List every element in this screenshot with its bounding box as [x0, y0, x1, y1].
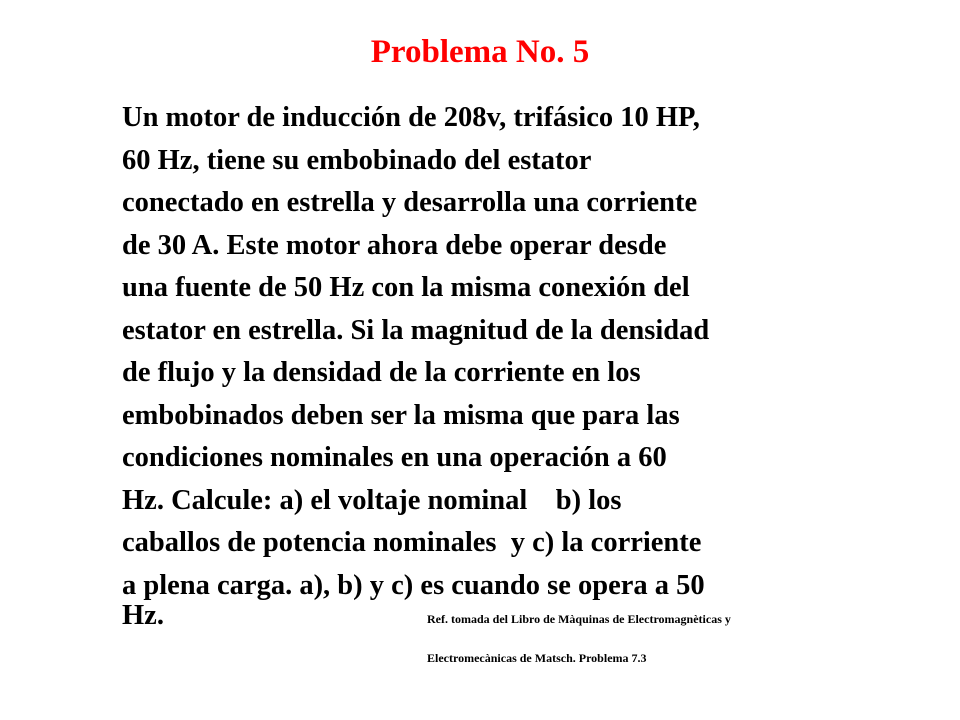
statement-line: caballos de potencia nominales y c) la corriente: [122, 527, 702, 558]
statement-line: 60 Hz, tiene su embobinado del estator: [122, 144, 592, 176]
reference-note-line-2: Electromecànicas de Matsch. Problema 7.3: [427, 651, 647, 665]
slide-title: Problema No. 5: [370, 34, 590, 70]
problem-statement: [122, 97, 852, 607]
statement-line: conectado en estrella y desarrolla una corriente: [122, 187, 698, 218]
statement-line: a plena carga. a), b) y c) es cuando se opera a 50: [122, 569, 705, 601]
statement-line: una fuente de 50 Hz con la misma conexión del: [122, 272, 690, 303]
statement-line: Hz. Calcule: a) el voltaje nominal b) los: [122, 484, 622, 516]
statement-line: de 30 A. Este motor ahora debe operar desde: [122, 229, 667, 261]
statement-line: de flujo y la densidad de la corriente en los: [122, 357, 641, 388]
statement-last-line: Hz.: [122, 600, 164, 631]
reference-note-line-1: Ref. tomada del Libro de Màquinas de Electromagnèticas y: [427, 612, 731, 626]
statement-line: estator en estrella. Si la magnitud de la densidad: [122, 314, 710, 346]
statement-line: Un motor de inducción de 208v, trifásico 10 HP,: [122, 102, 700, 133]
statement-line: embobinados deben ser la misma que para las: [122, 399, 680, 431]
statement-line: condiciones nominales en una operación a 60: [122, 442, 667, 473]
